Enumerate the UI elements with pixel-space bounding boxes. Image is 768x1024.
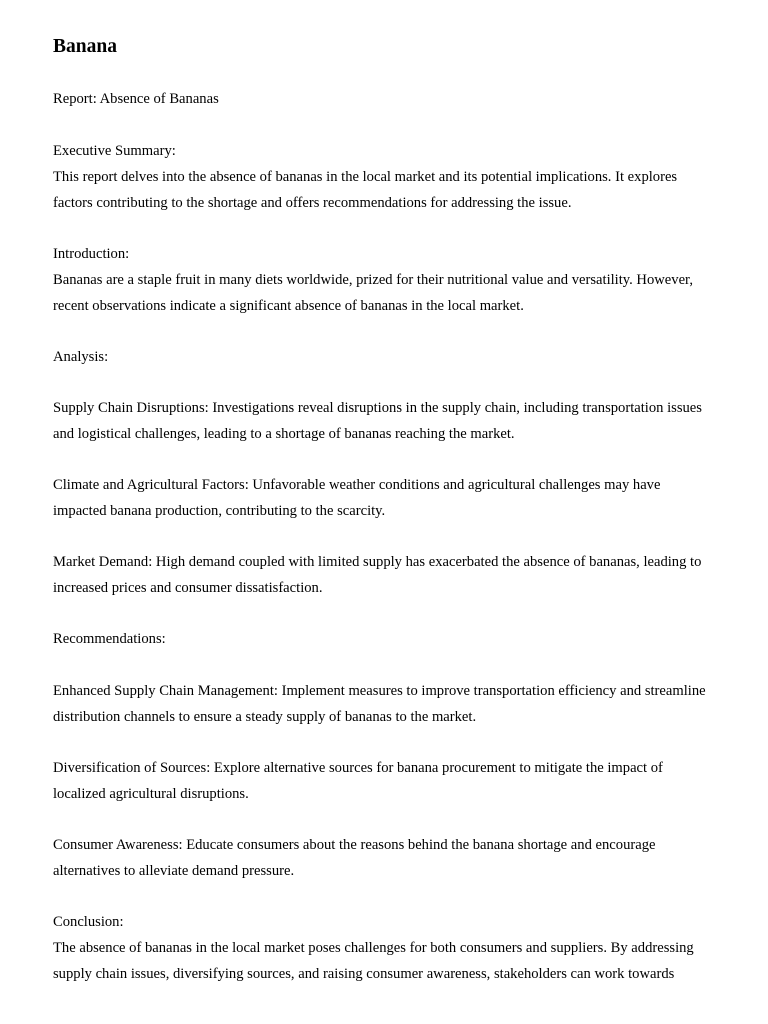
analysis-heading <box>53 345 743 371</box>
text-line: Bananas are a staple fruit in many diets worldwide, prized for their nutritional value and versatility. However, <box>53 271 693 288</box>
text-line: distribution channels to ensure a steady supply of bananas to the market. <box>53 708 477 725</box>
text-line: Market Demand: High demand coupled with limited supply has exacerbated the absence of bananas, leading to <box>53 554 702 570</box>
report-heading <box>53 87 743 113</box>
section-heading: Analysis: <box>53 349 109 365</box>
section-heading: Conclusion: <box>53 914 124 930</box>
text-line: Diversification of Sources: Explore alternative sources for banana procurement to mitigate the impact of <box>53 760 663 776</box>
text-line: and logistical challenges, leading to a shortage of bananas reaching the market. <box>53 425 515 442</box>
document-title: Banana <box>53 36 117 57</box>
climate-paragraph <box>53 473 743 525</box>
text-line: impacted banana production, contributing to the scarcity. <box>53 502 386 519</box>
market-demand-paragraph <box>53 550 743 602</box>
text-line: Climate and Agricultural Factors: Unfavorable weather conditions and agricultural challenges may have <box>53 477 661 493</box>
conclusion-section <box>53 910 743 987</box>
text-line: alternatives to alleviate demand pressure. <box>53 862 295 879</box>
text-line: supply chain issues, diversifying sources, and raising consumer awareness, stakeholders can work towards <box>53 965 675 982</box>
text-line: factors contributing to the shortage and offers recommendations for addressing the issue. <box>53 194 572 211</box>
recommendations-heading <box>53 627 743 653</box>
consumer-awareness-paragraph <box>53 833 743 885</box>
text-line: localized agricultural disruptions. <box>53 785 249 802</box>
section-heading: Executive Summary: <box>53 143 176 159</box>
text-line: recent observations indicate a significant absence of bananas in the local market. <box>53 297 524 314</box>
text-line: This report delves into the absence of bananas in the local market and its potential implications. It explores <box>53 168 678 185</box>
text-line: The absence of bananas in the local market poses challenges for both consumers and suppliers. By addressing <box>53 939 694 956</box>
text-line: Consumer Awareness: Educate consumers about the reasons behind the banana shortage and encourage <box>53 837 656 853</box>
section-heading: Recommendations: <box>53 631 166 647</box>
diversification-paragraph <box>53 756 743 808</box>
text-line: Supply Chain Disruptions: Investigations reveal disruptions in the supply chain, including transportation issues <box>53 400 702 416</box>
introduction-section <box>53 242 743 319</box>
section-heading: Introduction: <box>53 246 130 262</box>
supply-chain-paragraph <box>53 396 743 448</box>
enhanced-supply-paragraph <box>53 679 743 731</box>
text-line: Enhanced Supply Chain Management: Implement measures to improve transportation efficiency and streamline <box>53 683 706 699</box>
text-line: increased prices and consumer dissatisfaction. <box>53 579 323 596</box>
executive-summary-section <box>53 139 743 216</box>
text-line: Report: Absence of Bananas <box>53 91 219 107</box>
